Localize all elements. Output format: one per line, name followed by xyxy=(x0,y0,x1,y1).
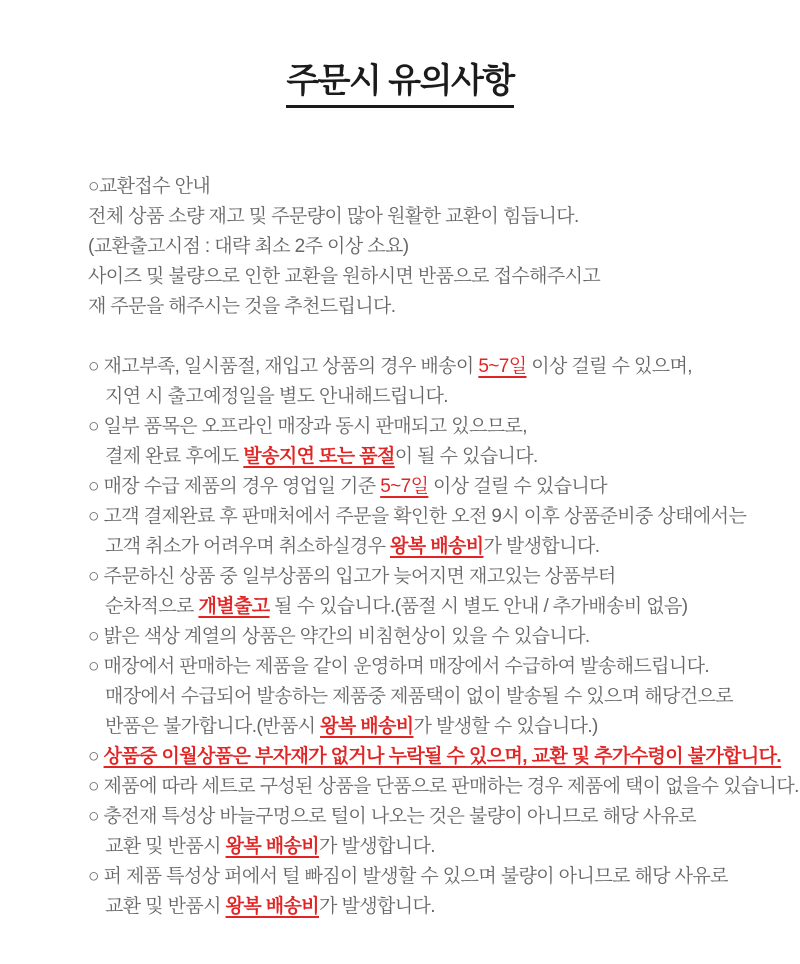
text-segment: ○교환접수 안내 xyxy=(88,176,211,198)
text-segment: 이 될 수 있습니다. xyxy=(394,446,538,468)
notice-line xyxy=(88,862,770,892)
highlight-segment: 왕복 배송비 xyxy=(225,836,320,858)
notice-line xyxy=(88,472,770,502)
text-segment: ○ 충전재 특성상 바늘구멍으로 털이 나오는 것은 불량이 아니므로 해당 사유로 xyxy=(88,806,697,828)
text-segment: 가 발생합니다. xyxy=(483,536,600,558)
notice-line xyxy=(88,382,770,412)
notice-line xyxy=(88,802,770,832)
title-wrap xyxy=(0,0,800,130)
notice-line xyxy=(88,712,770,742)
highlight-segment: 개별출고 xyxy=(198,596,270,618)
highlight-segment: 5~7일 xyxy=(478,356,527,378)
text-segment: ○ 매장에서 판매하는 제품을 같이 운영하며 매장에서 수급하여 발송해드립니다. xyxy=(88,656,710,678)
notice-line xyxy=(88,622,770,652)
notice-line xyxy=(88,502,770,532)
text-segment: ○ 재고부족, 일시품절, 재입고 상품의 경우 배송이 xyxy=(88,356,479,378)
notice-line xyxy=(88,562,770,592)
notice-section xyxy=(88,172,770,322)
text-segment: 이상 걸릴 수 있습니다 xyxy=(428,476,607,498)
text-segment: ○ 밝은 색상 계열의 상품은 약간의 비침현상이 있을 수 있습니다. xyxy=(88,626,590,648)
text-segment: 가 발생합니다. xyxy=(319,896,435,918)
text-segment: 교환 및 반품시 xyxy=(105,896,226,918)
text-segment: ○ 고객 결제완료 후 판매처에서 주문을 확인한 오전 9시 이후 상품준비중 상태에서는 xyxy=(88,506,747,528)
highlight-segment: 왕복 배송비 xyxy=(320,716,414,738)
text-segment: 재 주문을 해주시는 것을 추천드립니다. xyxy=(88,296,396,318)
text-segment: ○ 제품에 따라 세트로 구성된 상품을 단품으로 판매하는 경우 제품에 택이 없을수 있습니다. xyxy=(88,776,799,798)
notice-line xyxy=(88,412,770,442)
notice-line xyxy=(88,742,782,772)
notice-line xyxy=(88,202,770,232)
notice-line xyxy=(88,892,770,922)
text-segment: 반품은 불가합니다.(반품시 xyxy=(105,716,321,738)
text-segment: ○ 주문하신 상품 중 일부상품의 입고가 늦어지면 재고있는 상품부터 xyxy=(88,566,616,588)
text-segment: 지연 시 출고예정일을 별도 안내해드립니다. xyxy=(105,386,448,408)
notice-body xyxy=(0,130,800,922)
text-segment: ○ xyxy=(88,746,104,768)
notice-line xyxy=(88,532,770,562)
text-segment: 될 수 있습니다.(품절 시 별도 안내 / 추가배송비 없음) xyxy=(269,596,688,618)
text-segment: ○ 매장 수급 제품의 경우 영업일 기준 xyxy=(88,476,381,498)
page-title: 주문시 유의사항 xyxy=(286,61,513,108)
notice-line xyxy=(88,262,770,292)
notice-section xyxy=(88,352,799,922)
text-segment: ○ 일부 품목은 오프라인 매장과 동시 판매되고 있으므로, xyxy=(88,416,527,438)
text-segment: 가 발생합니다. xyxy=(319,836,435,858)
text-segment: 교환 및 반품시 xyxy=(105,836,226,858)
notice-line xyxy=(88,772,799,802)
notice-line xyxy=(88,292,770,322)
text-segment: 가 발생할 수 있습니다.) xyxy=(413,716,598,738)
notice-line xyxy=(88,172,770,202)
text-segment: 사이즈 및 불량으로 인한 교환을 원하시면 반품으로 접수해주시고 xyxy=(88,266,601,288)
highlight-segment: 왕복 배송비 xyxy=(390,536,484,558)
text-segment: 고객 취소가 어려우며 취소하실경우 xyxy=(105,536,391,558)
notice-line xyxy=(88,232,770,262)
text-segment: 이상 걸릴 수 있으며, xyxy=(526,356,692,378)
text-segment: 매장에서 수급되어 발송하는 제품중 제품택이 없이 발송될 수 있으며 해당건으로 xyxy=(105,686,733,708)
text-segment: (교환출고시점 : 대략 최소 2주 이상 소요) xyxy=(88,236,409,258)
text-segment: 결제 완료 후에도 xyxy=(105,446,244,468)
highlight-segment: 5~7일 xyxy=(380,476,429,498)
highlight-segment: 왕복 배송비 xyxy=(225,896,320,918)
notice-line xyxy=(88,442,770,472)
text-segment: 순차적으로 xyxy=(105,596,199,618)
notice-line xyxy=(88,592,770,622)
notice-line xyxy=(88,352,770,382)
text-segment: ○ 퍼 제품 특성상 퍼에서 털 빠짐이 발생할 수 있으며 불량이 아니므로 해당 사유로 xyxy=(88,866,728,888)
highlight-segment: 발송지연 또는 품절 xyxy=(243,446,395,468)
notice-line xyxy=(88,652,770,682)
highlight-segment: 상품중 이월상품은 부자재가 없거나 누락될 수 있으며, 교환 및 추가수령이 불가합니다. xyxy=(103,746,782,768)
text-segment: 전체 상품 소량 재고 및 주문량이 많아 원활한 교환이 힘듭니다. xyxy=(88,206,579,228)
notice-line xyxy=(88,682,770,712)
notice-line xyxy=(88,832,770,862)
